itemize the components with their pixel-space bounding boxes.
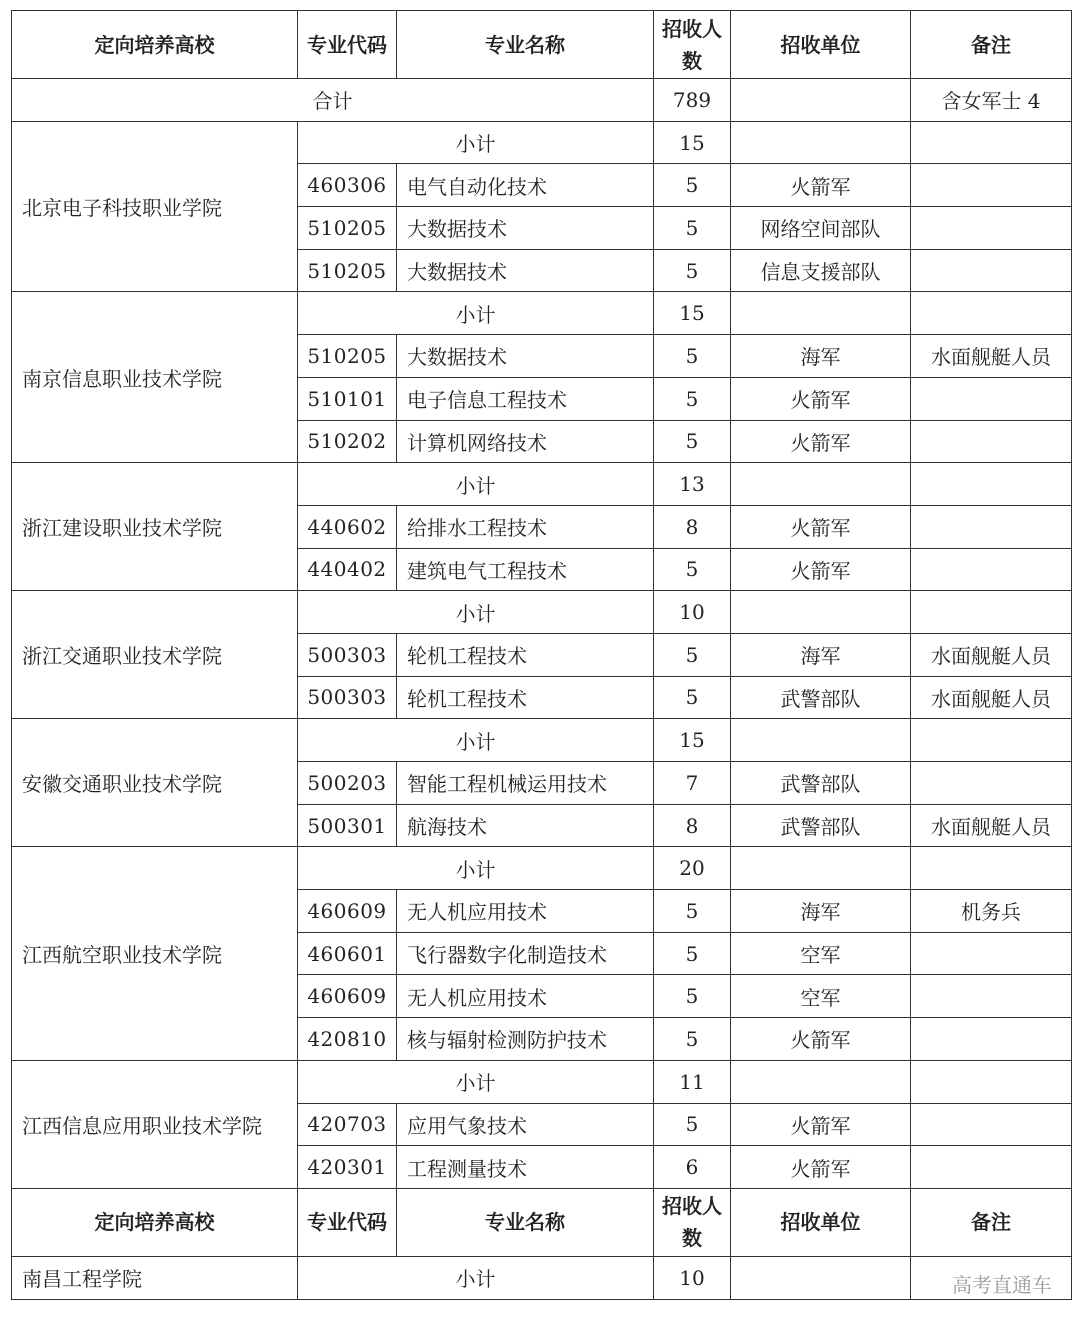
subtotal-remark xyxy=(911,292,1072,335)
major-name: 核与辐射检测防护技术 xyxy=(397,1018,654,1061)
subtotal-count: 15 xyxy=(654,121,731,164)
major-code: 420301 xyxy=(298,1146,397,1189)
header-code: 专业代码 xyxy=(298,11,397,79)
major-remark: 机务兵 xyxy=(911,890,1072,933)
subtotal-count: 10 xyxy=(654,591,731,634)
subtotal-unit xyxy=(731,121,911,164)
header-school: 定向培养高校 xyxy=(12,11,298,79)
total-unit xyxy=(731,79,911,122)
major-count: 5 xyxy=(654,249,731,292)
major-unit: 火箭军 xyxy=(731,377,911,420)
header-code: 专业代码 xyxy=(298,1188,397,1256)
major-name: 航海技术 xyxy=(397,804,654,847)
major-name: 智能工程机械运用技术 xyxy=(397,762,654,805)
major-remark xyxy=(911,505,1072,548)
major-name: 无人机应用技术 xyxy=(397,890,654,933)
major-unit: 火箭军 xyxy=(731,164,911,207)
major-count: 5 xyxy=(654,420,731,463)
subtotal-count: 13 xyxy=(654,463,731,506)
header-major: 专业名称 xyxy=(397,11,654,79)
school-name: 浙江交通职业技术学院 xyxy=(12,591,298,719)
major-code: 500203 xyxy=(298,762,397,805)
major-name: 电子信息工程技术 xyxy=(397,377,654,420)
subtotal-unit xyxy=(731,1256,911,1299)
major-unit: 火箭军 xyxy=(731,420,911,463)
subtotal-label: 小计 xyxy=(298,463,654,506)
major-count: 5 xyxy=(654,335,731,378)
subtotal-count: 10 xyxy=(654,1256,731,1299)
major-name: 轮机工程技术 xyxy=(397,633,654,676)
subtotal-count: 15 xyxy=(654,292,731,335)
school-name: 南昌工程学院 xyxy=(12,1256,298,1299)
subtotal-row xyxy=(12,292,1072,335)
major-unit: 海军 xyxy=(731,890,911,933)
total-row xyxy=(12,79,1072,122)
school-name: 浙江建设职业技术学院 xyxy=(12,463,298,591)
major-remark xyxy=(911,420,1072,463)
major-code: 510202 xyxy=(298,420,397,463)
subtotal-row xyxy=(12,847,1072,890)
subtotal-unit xyxy=(731,463,911,506)
major-remark xyxy=(911,1103,1072,1146)
major-unit: 火箭军 xyxy=(731,1103,911,1146)
major-code: 460609 xyxy=(298,975,397,1018)
major-remark xyxy=(911,164,1072,207)
major-count: 5 xyxy=(654,932,731,975)
major-remark xyxy=(911,762,1072,805)
subtotal-row xyxy=(12,591,1072,634)
major-unit: 空军 xyxy=(731,932,911,975)
subtotal-row xyxy=(12,1060,1072,1103)
school-name: 安徽交通职业技术学院 xyxy=(12,719,298,847)
major-unit: 空军 xyxy=(731,975,911,1018)
major-unit: 网络空间部队 xyxy=(731,207,911,250)
table-body xyxy=(12,11,1072,1300)
major-count: 8 xyxy=(654,804,731,847)
subtotal-unit xyxy=(731,719,911,762)
major-unit: 海军 xyxy=(731,335,911,378)
subtotal-label: 小计 xyxy=(298,121,654,164)
subtotal-remark xyxy=(911,719,1072,762)
header-major: 专业名称 xyxy=(397,1188,654,1256)
watermark: 高考直通车 xyxy=(952,1273,1052,1297)
header-count: 招收人数 xyxy=(654,11,731,79)
major-count: 5 xyxy=(654,890,731,933)
major-count: 5 xyxy=(654,633,731,676)
major-code: 420810 xyxy=(298,1018,397,1061)
major-count: 5 xyxy=(654,1018,731,1061)
major-remark xyxy=(911,249,1072,292)
major-name: 应用气象技术 xyxy=(397,1103,654,1146)
subtotal-label: 小计 xyxy=(298,591,654,634)
subtotal-unit xyxy=(731,1060,911,1103)
subtotal-count: 15 xyxy=(654,719,731,762)
subtotal-label: 小计 xyxy=(298,1256,654,1299)
subtotal-row xyxy=(12,463,1072,506)
major-unit: 火箭军 xyxy=(731,505,911,548)
subtotal-remark xyxy=(911,591,1072,634)
major-remark xyxy=(911,377,1072,420)
major-unit: 武警部队 xyxy=(731,676,911,719)
major-count: 7 xyxy=(654,762,731,805)
major-code: 510101 xyxy=(298,377,397,420)
subtotal-label: 小计 xyxy=(298,1060,654,1103)
major-unit: 武警部队 xyxy=(731,762,911,805)
major-remark: 水面舰艇人员 xyxy=(911,335,1072,378)
major-code: 440402 xyxy=(298,548,397,591)
major-remark xyxy=(911,548,1072,591)
school-name: 北京电子科技职业学院 xyxy=(12,121,298,292)
major-count: 6 xyxy=(654,1146,731,1189)
subtotal-label: 小计 xyxy=(298,847,654,890)
major-count: 5 xyxy=(654,377,731,420)
subtotal-row xyxy=(12,121,1072,164)
major-count: 5 xyxy=(654,164,731,207)
major-name: 无人机应用技术 xyxy=(397,975,654,1018)
major-name: 轮机工程技术 xyxy=(397,676,654,719)
subtotal-label: 小计 xyxy=(298,292,654,335)
header-unit: 招收单位 xyxy=(731,11,911,79)
major-code: 460601 xyxy=(298,932,397,975)
major-remark: 水面舰艇人员 xyxy=(911,633,1072,676)
major-remark xyxy=(911,975,1072,1018)
major-name: 电气自动化技术 xyxy=(397,164,654,207)
major-count: 5 xyxy=(654,548,731,591)
major-count: 5 xyxy=(654,975,731,1018)
major-unit: 火箭军 xyxy=(731,1146,911,1189)
major-name: 工程测量技术 xyxy=(397,1146,654,1189)
subtotal-unit xyxy=(731,847,911,890)
school-name: 江西航空职业技术学院 xyxy=(12,847,298,1060)
major-count: 5 xyxy=(654,207,731,250)
major-remark xyxy=(911,932,1072,975)
total-count: 789 xyxy=(654,79,731,122)
header-row xyxy=(12,1188,1072,1256)
major-name: 大数据技术 xyxy=(397,207,654,250)
major-name: 大数据技术 xyxy=(397,249,654,292)
header-count: 招收人数 xyxy=(654,1188,731,1256)
major-remark: 水面舰艇人员 xyxy=(911,676,1072,719)
subtotal-count: 11 xyxy=(654,1060,731,1103)
total-label: 合计 xyxy=(12,79,654,122)
major-remark xyxy=(911,1018,1072,1061)
subtotal-count: 20 xyxy=(654,847,731,890)
major-count: 8 xyxy=(654,505,731,548)
major-name: 大数据技术 xyxy=(397,335,654,378)
subtotal-row xyxy=(12,719,1072,762)
major-unit: 火箭军 xyxy=(731,548,911,591)
major-name: 建筑电气工程技术 xyxy=(397,548,654,591)
header-row xyxy=(12,11,1072,79)
major-remark xyxy=(911,1146,1072,1189)
subtotal-unit xyxy=(731,591,911,634)
subtotal-row xyxy=(12,1256,1072,1299)
subtotal-unit xyxy=(731,292,911,335)
subtotal-remark xyxy=(911,463,1072,506)
recruitment-table xyxy=(11,10,1072,1300)
major-code: 500301 xyxy=(298,804,397,847)
header-remark: 备注 xyxy=(911,1188,1072,1256)
major-code: 460609 xyxy=(298,890,397,933)
major-code: 510205 xyxy=(298,249,397,292)
major-unit: 武警部队 xyxy=(731,804,911,847)
total-remark: 含女军士 4 xyxy=(911,79,1072,122)
header-unit: 招收单位 xyxy=(731,1188,911,1256)
major-name: 给排水工程技术 xyxy=(397,505,654,548)
major-remark: 水面舰艇人员 xyxy=(911,804,1072,847)
major-code: 500303 xyxy=(298,676,397,719)
major-code: 440602 xyxy=(298,505,397,548)
major-code: 460306 xyxy=(298,164,397,207)
major-code: 500303 xyxy=(298,633,397,676)
major-count: 5 xyxy=(654,676,731,719)
subtotal-remark xyxy=(911,1060,1072,1103)
major-name: 飞行器数字化制造技术 xyxy=(397,932,654,975)
school-name: 南京信息职业技术学院 xyxy=(12,292,298,463)
major-count: 5 xyxy=(654,1103,731,1146)
major-code: 510205 xyxy=(298,207,397,250)
subtotal-remark xyxy=(911,121,1072,164)
major-unit: 信息支援部队 xyxy=(731,249,911,292)
header-remark: 备注 xyxy=(911,11,1072,79)
subtotal-remark xyxy=(911,847,1072,890)
school-name: 江西信息应用职业技术学院 xyxy=(12,1060,298,1188)
major-name: 计算机网络技术 xyxy=(397,420,654,463)
major-remark xyxy=(911,207,1072,250)
header-school: 定向培养高校 xyxy=(12,1188,298,1256)
major-code: 420703 xyxy=(298,1103,397,1146)
subtotal-label: 小计 xyxy=(298,719,654,762)
major-unit: 火箭军 xyxy=(731,1018,911,1061)
major-code: 510205 xyxy=(298,335,397,378)
major-unit: 海军 xyxy=(731,633,911,676)
